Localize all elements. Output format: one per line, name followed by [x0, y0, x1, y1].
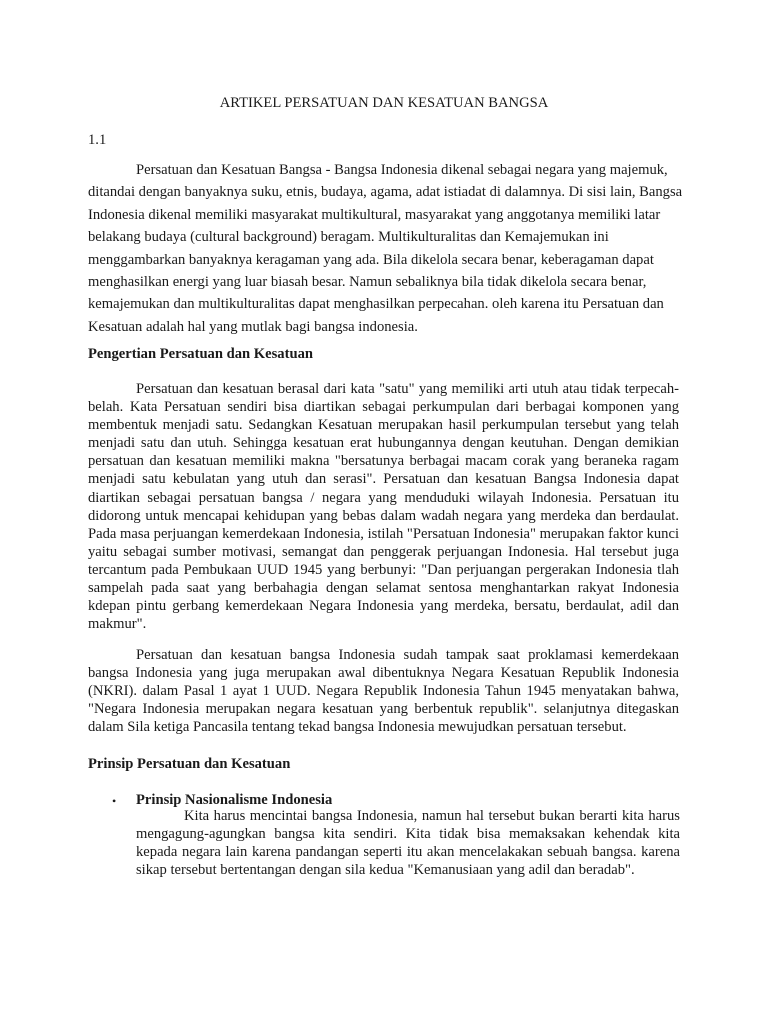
- pengertian-paragraph-1: Persatuan dan kesatuan berasal dari kata "satu" yang memiliki arti utuh atau tidak terpecah-belah. Kata Persatuan sendiri bisa diartikan sebagai perkumpulan dari berbagai komponen yang membentuk menjadi satu. Sedangkan Kesatuan merupakan hasil perkumpulan tersebut yang telah menjadi satu dan utuh. Sehingga kesatuan erat hubungannya dengan keutuhan. Dengan demikian persatuan dan kesatuan memiliki makna "bersatunya berbagai macam corak yang beraneka ragam menjadi satu kebulatan yang utuh dan serasi". Persatuan dan kesatuan Bangsa Indonesia dapat diartikan sebagai persatuan bangsa / negara yang menduduki wilayah Indonesia. Persatuan itu didorong untuk mencapai kehidupan yang bebas dalam wadah negara yang merdeka dan berdaulat. Pada masa perjuangan kemerdekaan Indonesia, istilah "Persatuan Indonesia" merupakan faktor kunci yaitu sebagai sumber motivasi, semangat dan penggerak perjuangan Indonesia. Hal tersebut juga tercantum pada Pembukaan UUD 1945 yang berbunyi: "Dan perjuangan pergerakan Indonesia tlah sampelah pada saat yang berbahagia dengan selamat sentosa menghantarkan rakyat Indonesia kdepan pintu gerbang kemerdekaan Negara Indonesia yang merdeka, bersatu, berdaulat, adil dan makmur".: [88, 381, 679, 633]
- bullet-icon: •: [112, 794, 117, 808]
- pengertian-paragraph-2: Persatuan dan kesatuan bangsa Indonesia sudah tampak saat proklamasi kemerdekaan bangsa Indonesia yang juga merupakan awal dibentuknya Negara Kesatuan Republik Indonesia (NKRI). dalam Pasal 1 ayat 1 UUD. Negara Republik Indonesia Tahun 1945 menyatakan bahwa, "Negara Indonesia merupakan negara kesatuan yang berbentuk republik". selanjutnya ditegaskan dalam Sila ketiga Pancasila tentang tekad bangsa Indonesia mewujudkan persatuan tersebut.: [88, 647, 679, 736]
- heading-pengertian: Pengertian Persatuan dan Kesatuan: [88, 346, 313, 362]
- section-number: 1.1: [88, 132, 107, 148]
- bullet-title: Prinsip Nasionalisme Indonesia: [136, 792, 333, 808]
- bullet-body: Kita harus mencintai bangsa Indonesia, namun hal tersebut bukan berarti kita harus mengagung-agungkan bangsa kita sendiri. Kita tidak bisa memaksakan kehendak kita kepada negara lain karena pandangan seperti itu akan mencelakakan sebuah bangsa. karena sikap tersebut bertentangan dengan sila kedua "Kemanusiaan yang adil dan beradab".: [136, 808, 680, 879]
- heading-prinsip: Prinsip Persatuan dan Kesatuan: [88, 756, 291, 772]
- intro-paragraph: Persatuan dan Kesatuan Bangsa - Bangsa Indonesia dikenal sebagai negara yang majemuk, ditandai dengan banyaknya suku, etnis, budaya, agama, adat istiadat di dalamnya. Di sisi lain, Bangsa Indonesia dikenal memiliki masyarakat multikultural, masyarakat yang anggotanya memiliki latar belakang budaya (cultural background) beragam. Multikulturalitas dan Kemajemukan ini menggambarkan banyaknya keragaman yang ada. Bila dikelola secara benar, keberagaman dapat menghasilkan energi yang luar biasah besar. Namun sebaliknya bila tidak dikelola secara benar, kemajemukan dan multikulturalitas dapat menghasilkan perpecahan. oleh karena itu Persatuan dan Kesatuan adalah hal yang mutlak bagi bangsa indonesia.: [88, 162, 683, 335]
- document-title: ARTIKEL PERSATUAN DAN KESATUAN BANGSA: [219, 95, 549, 111]
